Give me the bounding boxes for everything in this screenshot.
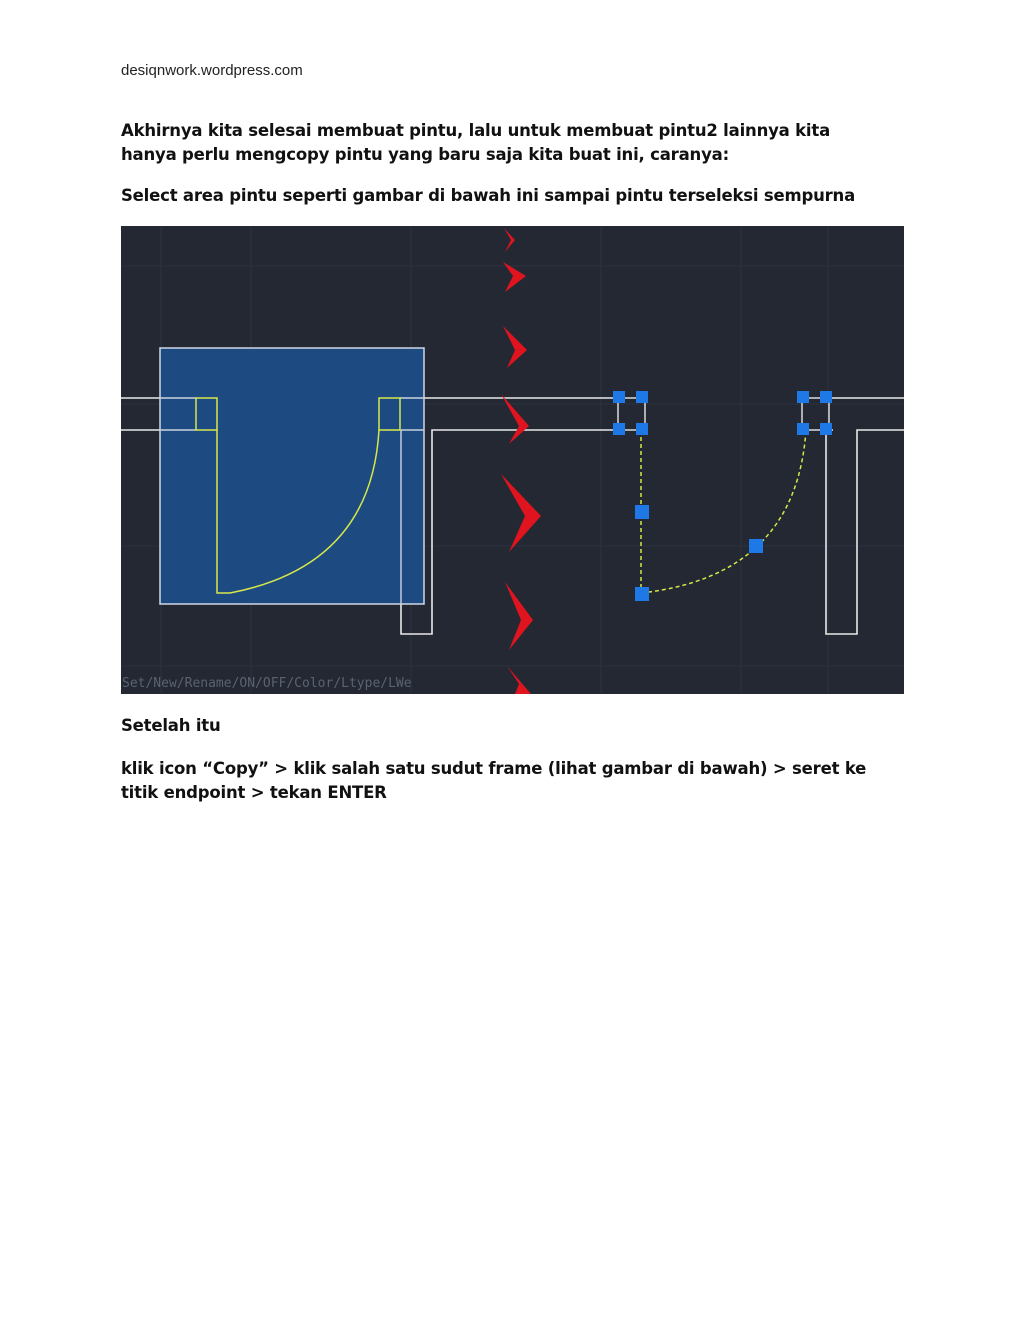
site-url: desiqnwork.wordpress.com [121, 62, 303, 79]
copy-instruction [121, 757, 911, 805]
selection-window [160, 348, 424, 604]
selection-grips [613, 391, 832, 601]
wall-right [511, 398, 904, 634]
copy-line-1: klik icon “Copy” > klik salah satu sudut frame (lihat gambar di bawah) > seret ke [121, 759, 867, 778]
copy-line-2: titik endpoint > tekan ENTER [121, 783, 387, 802]
select-instruction: Select area pintu seperti gambar di bawah ini sampai pintu terseleksi sempurna [121, 186, 856, 205]
after-label: Setelah itu [121, 716, 221, 735]
intro-line-2: hanya perlu mengcopy pintu yang baru saja kita buat ini, caranya: [121, 145, 729, 164]
intro-paragraph [121, 119, 911, 167]
cad-screenshot [121, 226, 904, 694]
tear-arrows [501, 228, 541, 694]
cad-drawing [121, 226, 904, 694]
intro-line-1: Akhirnya kita selesai membuat pintu, lalu untuk membuat pintu2 lainnya kita [121, 121, 831, 140]
command-line-text: Set/New/Rename/ON/OFF/Color/Ltype/LWe [122, 676, 412, 691]
door-right-dashed [641, 430, 806, 593]
